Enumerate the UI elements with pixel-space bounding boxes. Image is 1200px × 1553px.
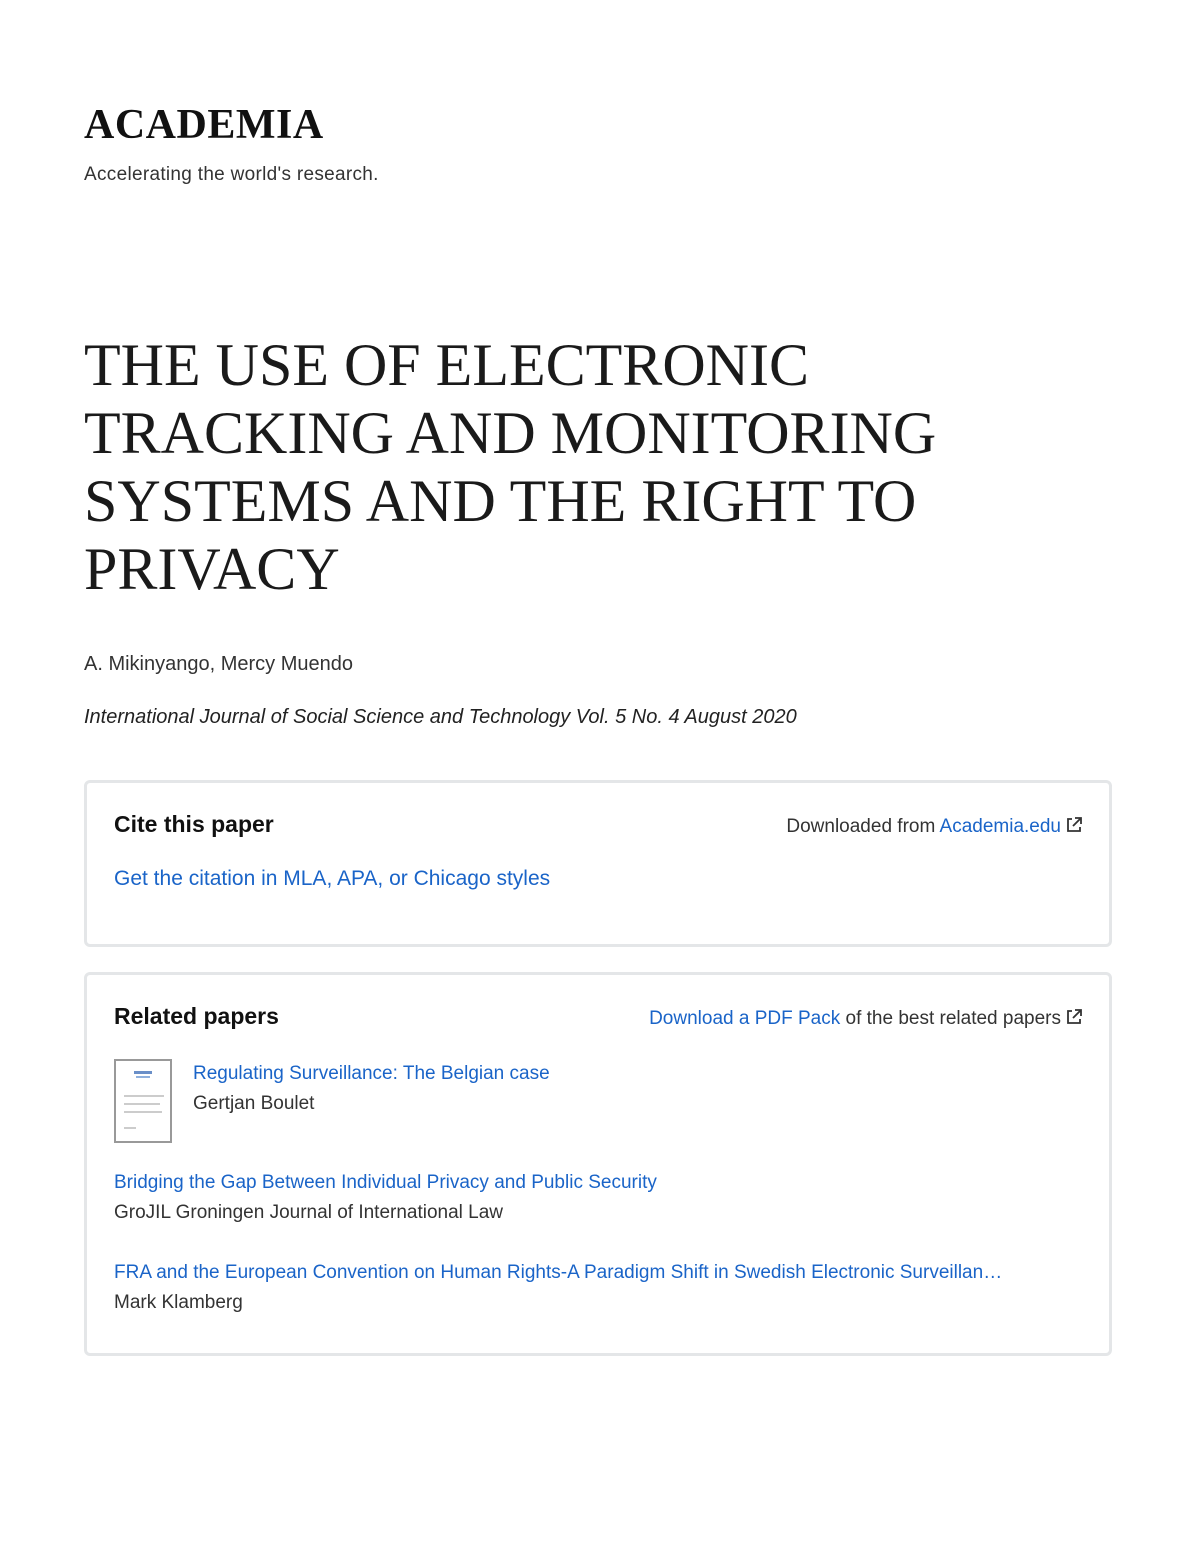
cite-heading: Cite this paper: [114, 811, 274, 837]
download-pdf-pack-link[interactable]: Download a PDF Pack: [649, 1008, 841, 1029]
related-papers-card: [84, 972, 1112, 1356]
paper-journal: International Journal of Social Science and Technology Vol. 5 No. 4 August 2020: [84, 706, 797, 728]
tagline: Accelerating the world's research.: [84, 164, 379, 185]
related-paper-author: Gertjan Boulet: [193, 1093, 315, 1114]
external-link-icon[interactable]: [1065, 816, 1083, 834]
get-citation-link[interactable]: Get the citation in MLA, APA, or Chicago styles: [114, 867, 551, 890]
external-link-icon[interactable]: [1065, 1008, 1083, 1026]
downloaded-prefix: Downloaded from: [786, 816, 940, 837]
related-heading: Related papers: [114, 1003, 279, 1029]
related-paper-item: [114, 1262, 1002, 1314]
pack-suffix: of the best related papers: [840, 1008, 1061, 1029]
academia-logo[interactable]: ACADEMIA: [84, 102, 324, 148]
academia-edu-link[interactable]: Academia.edu: [939, 816, 1061, 837]
pdf-pack-note: [649, 1008, 1083, 1030]
related-paper-title-link[interactable]: FRA and the European Convention on Human Rights-A Paradigm Shift in Swedish Electronic Surveillan…: [114, 1262, 1003, 1283]
related-paper-title-link[interactable]: Regulating Surveillance: The Belgian case: [193, 1063, 550, 1084]
related-paper-title-link[interactable]: Bridging the Gap Between Individual Privacy and Public Security: [114, 1172, 657, 1193]
related-paper-item: [193, 1063, 550, 1115]
cite-card: [84, 780, 1112, 947]
related-paper-author: Mark Klamberg: [114, 1292, 243, 1313]
related-paper-author: GroJIL Groningen Journal of International Law: [114, 1202, 504, 1223]
related-paper-item: [114, 1172, 657, 1224]
paper-title: THE USE OF ELECTRONIC TRACKING AND MONITORING SYSTEMS AND THE RIGHT TO PRIVACY: [84, 332, 937, 602]
paper-authors: A. Mikinyango, Mercy Muendo: [84, 653, 354, 675]
paper-thumbnail[interactable]: [114, 1059, 172, 1143]
downloaded-from-note: [786, 816, 1083, 838]
